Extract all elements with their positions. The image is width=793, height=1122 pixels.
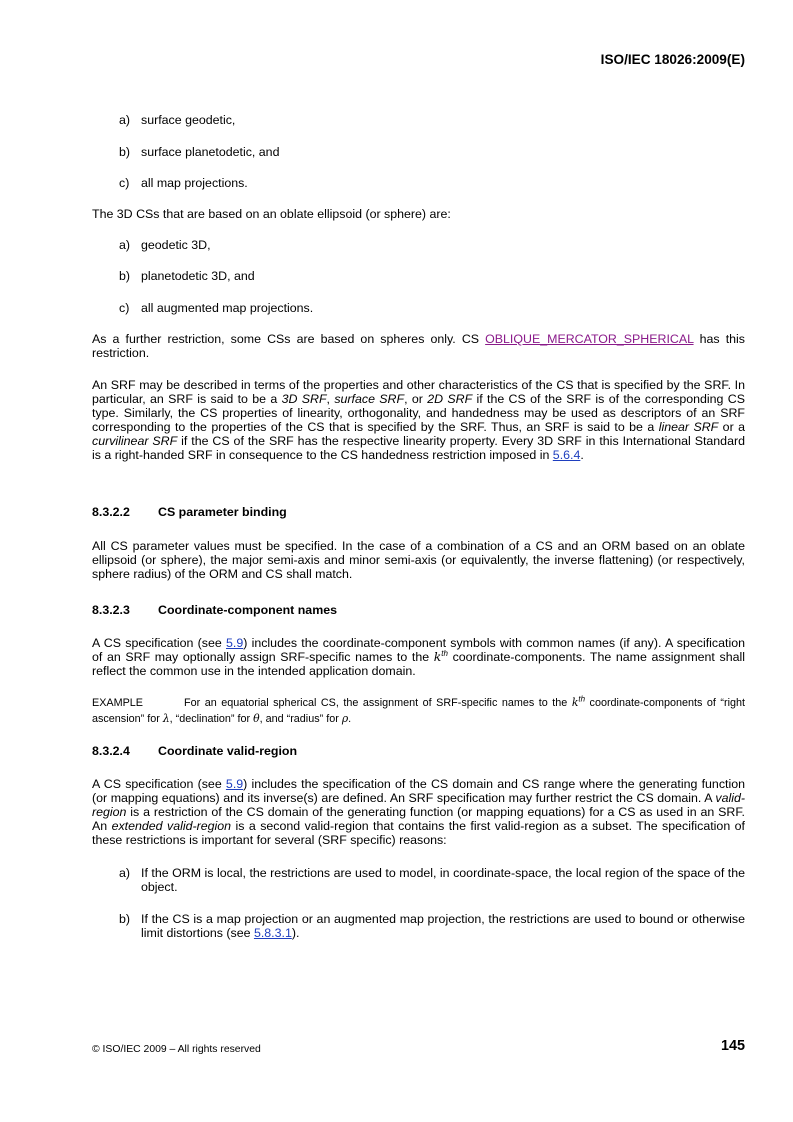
text-run: . [348,713,352,725]
list-item-text: geodetic 3D, [141,238,211,252]
list-item-text: all augmented map projections. [141,301,314,315]
text-run: An SRF may be described in terms of the properties and other characteristics of the CS that is specified by the SRF. In particular, an SRF is said to be a [92,378,745,406]
emphasis: linear SRF [658,420,719,434]
text-run: coordinate-components of “right ascension” for [92,697,746,725]
emphasis: 3D SRF [281,392,327,406]
clause-5-9-link[interactable]: 5.9 [226,636,244,650]
section-title: Coordinate-component names [158,603,337,617]
text-run: , “declination” for [169,713,254,725]
emphasis: curvilinear SRF [92,434,178,448]
list-item-label: c) [119,301,130,315]
section-title: Coordinate valid-region [158,744,298,758]
list-item-label: b) [119,269,131,283]
section-heading [92,603,337,617]
text-run: , and “radius” for [259,713,342,725]
example-label: EXAMPLE [92,697,144,709]
text-run: . [580,448,584,462]
text-run: ) includes the specification of the CS domain and CS range where the generating function (or mapping equations) and its inverse(s) are defined. An SRF specification may further restrict the CS domain. A [92,777,745,805]
list-item-text: planetodetic 3D, and [141,269,255,283]
list-item-label: c) [119,176,130,190]
text-run: ). [291,926,300,940]
math-symbol: λ [162,712,170,725]
section-heading [92,505,287,519]
text-run: or a [718,420,746,434]
text-run: A CS specification (see [92,777,226,791]
text-run: For an equatorial spherical CS, the assignment of SRF-specific names to the [184,697,572,709]
emphasis: 2D SRF [427,392,473,406]
paragraph-coordinate-names [92,636,745,678]
text-run: coordinate-components. The name assignment shall reflect the common use in the intended application domain. [92,650,745,678]
text-run: As a further restriction, some CSs are based on spheres only. CS [92,332,486,346]
paragraph-cs-parameter-binding: All CS parameter values must be specified. In the case of a combination of a CS and an ORM based on an oblate ellipsoid (or sphere), the major semi-axis and minor semi-axis (or equivalently, the inverse flattening) (or respectively, sphere radius) of the ORM and CS shall match. [92,539,745,581]
superscript: th [578,694,586,704]
list-item-label: a) [119,238,131,252]
text-run: has this restriction. [92,332,745,360]
paragraph-3d-intro: The 3D CSs that are based on an oblate ellipsoid (or sphere) are: [92,207,451,221]
math-symbol: θ [253,712,260,725]
paragraph-srf-description [92,378,745,462]
list-item-label: b) [119,145,131,159]
text-run: is a restriction of the CS domain of the generating function (or mapping equations) for a CS as used in an SRF. An [92,805,745,833]
emphasis: extended valid-region [111,819,232,833]
section-number: 8.3.2.4 [92,744,130,758]
section-number: 8.3.2.3 [92,603,130,617]
section-heading [92,744,297,758]
math-symbol: k [571,696,579,709]
text-run: ) includes the coordinate-component symbols with common names (if any). A specification of an SRF may optionally assign SRF-specific names to the [92,636,745,664]
text-run: A CS specification (see [92,636,226,650]
clause-5-6-4-link[interactable]: 5.6.4 [552,448,581,462]
clause-5-9-link[interactable]: 5.9 [225,777,244,791]
text-run: if the CS of the SRF is of the corresponding CS type. Similarly, the CS properties of linearity, orthogonality, and handedness may be used as descriptors of an SRF corresponding to the properties of the CS that is specified by the SRF. Thus, an SRF is said to be a [92,392,745,434]
text-run: If the CS is a map projection or an augmented map projection, the restrictions are used to bound or otherwise limit distortions (see [141,912,745,940]
section-title: CS parameter binding [158,505,287,519]
example-note [92,695,745,727]
page-number: 145 [720,1038,745,1054]
paragraph-spheres [92,332,745,360]
list-item-text: surface geodetic, [141,113,236,127]
list-item-text [141,912,745,940]
list-item-label: a) [119,866,131,880]
document-header: ISO/IEC 18026:2009(E) [600,52,745,67]
text-run: , or [404,392,428,406]
emphasis: surface SRF [334,392,405,406]
paragraph-valid-region [92,777,745,847]
copyright-footer: © ISO/IEC 2009 – All rights reserved [92,1044,261,1055]
math-symbol: ρ [341,712,349,725]
section-number: 8.3.2.2 [92,505,130,519]
text-run: is a second valid-region that contains the first valid-region as a subset. The specification of these restrictions is important for several (SRF specific) reasons: [92,819,745,847]
list-item-label: a) [119,113,131,127]
list-item-text: If the ORM is local, the restrictions are used to model, in coordinate-space, the local region of the space of the object. [141,866,745,894]
oblique-mercator-link[interactable]: OBLIQUE_MERCATOR_SPHERICAL [485,332,694,346]
text-run: if the CS of the SRF has the respective linearity property. Every 3D SRF in this International Standard is a right-handed SRF in consequence to the CS handedness restriction imposed in [92,434,745,462]
math-symbol: k [433,649,442,664]
superscript: th [441,648,448,658]
list-item-label: b) [119,912,131,926]
list-item-text: surface planetodetic, and [141,145,280,159]
clause-5-8-3-1-link[interactable]: 5.8.3.1 [253,926,292,940]
emphasis: valid-region [92,791,745,819]
text-run: , [326,392,335,406]
list-item-text: all map projections. [141,176,248,190]
